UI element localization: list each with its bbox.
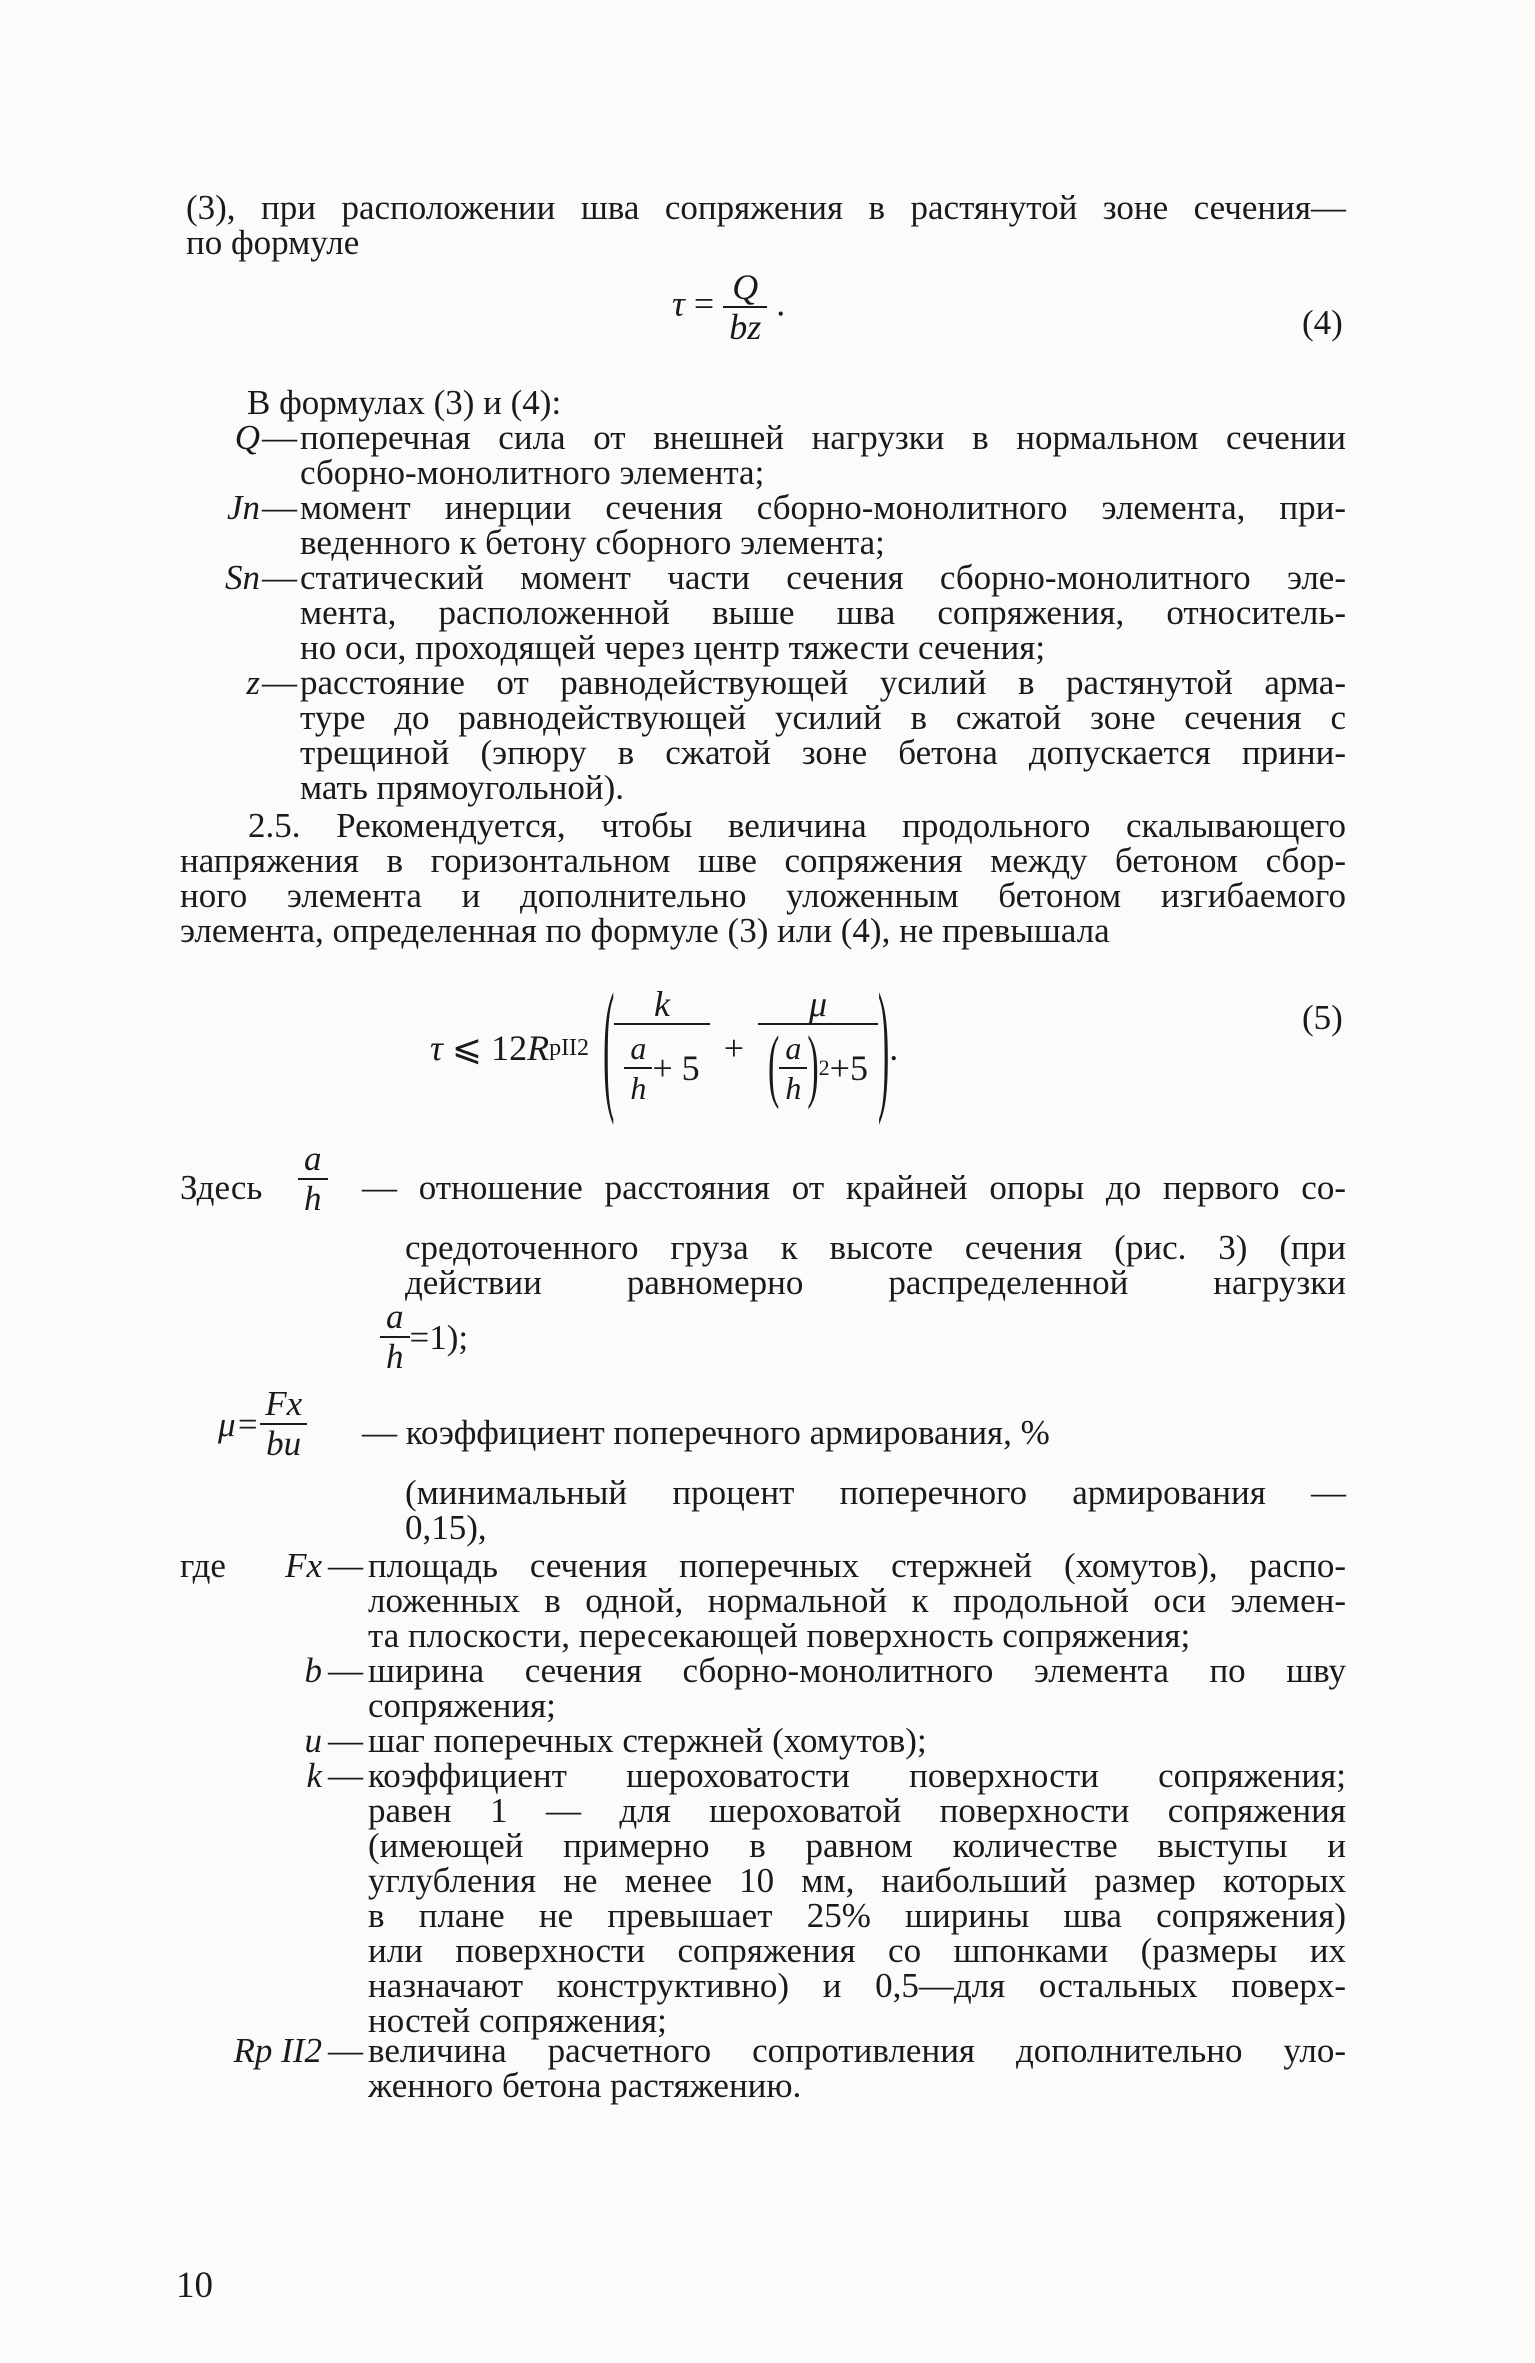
- where-text-line: (имеющей примерно в равном количестве выступы и: [368, 1826, 1346, 1865]
- bu-den: bu: [260, 1423, 307, 1463]
- where-dash: —: [328, 1546, 363, 1585]
- where-dash: —: [328, 1756, 363, 1795]
- where-symbol: Fх: [285, 1546, 322, 1585]
- def-dash: —: [262, 663, 297, 702]
- where-symbol: u: [304, 1721, 322, 1760]
- here-label: Здесь: [180, 1168, 263, 1207]
- para-2-5-line-2: напряжения в горизонтальном шве сопряжения между бетоном сбор-: [180, 841, 1346, 880]
- def-symbol: z: [246, 663, 260, 702]
- where-symbol: Rр II2: [233, 2031, 322, 2070]
- def-symbol: Sп: [225, 558, 260, 597]
- k-numerator: k: [654, 984, 671, 1024]
- where-text-line: ширина сечения сборно-монолитного элемента по шву: [368, 1651, 1346, 1690]
- def-text-line: статический момент части сечения сборно-монолитного эле-: [300, 558, 1346, 597]
- where-dash: —: [328, 2031, 363, 2070]
- fx-num: Fх: [265, 1384, 303, 1423]
- here-eq: [380, 1298, 468, 1376]
- def-text-line: расстояние от равнодействующей усилий в растянутой арма-: [300, 663, 1346, 702]
- where-text-line: назначают конструктивно) и 0,5—для остальных поверх-: [368, 1966, 1346, 2005]
- inner-right-paren: ): [807, 1022, 819, 1112]
- where-text-line: углубления не менее 10 мм, наибольший размер которых: [368, 1861, 1346, 1900]
- inner-left-paren: (: [768, 1022, 780, 1112]
- mu-formula: [218, 1385, 308, 1463]
- where-text-line: сопряжения;: [368, 1686, 556, 1725]
- tau-symbol: τ: [672, 283, 685, 324]
- def-symbol: Q: [234, 418, 260, 457]
- coefficient: 12: [491, 1027, 528, 1068]
- equals-sign: =: [693, 283, 715, 324]
- where-text-line: в плане не превышает 25% ширины шва сопряжения): [368, 1896, 1346, 1935]
- where-text-line: ложенных в одной, нормальной к продольной оси элемен-: [368, 1581, 1346, 1620]
- a-num: a: [386, 1297, 404, 1336]
- where-text-line: та плоскости, пересекающей поверхность сопряжения;: [368, 1616, 1191, 1655]
- fraction-mu: [758, 985, 878, 1111]
- def-text-line: момент инерции сечения сборно-монолитного элемента, при-: [300, 488, 1346, 527]
- def-text-line: мать прямоугольной).: [300, 768, 625, 807]
- where-label: где: [180, 1546, 226, 1585]
- plus-five: + 5: [652, 1048, 700, 1088]
- mu-line-1: — коэффициент поперечного армирования, %: [362, 1413, 1050, 1452]
- formula-4: [672, 268, 785, 346]
- mu-numerator: μ: [808, 984, 828, 1024]
- where-text-line: площадь сечения поперечных стержней (хомутов), распо-: [368, 1546, 1346, 1585]
- a-num: a: [630, 1030, 647, 1066]
- mu-denominator: [758, 1023, 878, 1111]
- r-subscript: рII2: [549, 1034, 590, 1061]
- defs-header: В формулах (3) и (4):: [247, 383, 562, 422]
- period: .: [889, 1027, 899, 1068]
- para-2-5-line-3: ного элемента и дополнительно уложенным бетоном изгибаемого: [180, 876, 1346, 915]
- intro-line-2: по формуле: [186, 223, 360, 262]
- here-line-2: средоточенного груза к высоте сечения (рис. 3) (при: [405, 1228, 1346, 1267]
- def-symbol: Jп: [226, 488, 260, 527]
- intro-line-1: (3), при расположении шва сопряжения в растянутой зоне сечения—: [186, 188, 1346, 227]
- where-text-line: равен 1 — для шероховатой поверхности сопряжения: [368, 1791, 1346, 1830]
- where-text-line: женного бетона растяжению.: [368, 2066, 802, 2105]
- h-den: h: [298, 1178, 328, 1218]
- tau-symbol: τ: [430, 1027, 443, 1068]
- plus-sign: +: [723, 1027, 744, 1068]
- here-line-3: действии равномерно распределенной нагрузки: [405, 1263, 1346, 1302]
- def-dash: —: [262, 418, 297, 457]
- fraction-k: [614, 985, 709, 1111]
- def-text-line: туре до равнодействующей усилий в сжатой зоне сечения с: [300, 698, 1346, 737]
- k-denominator: [614, 1023, 709, 1111]
- le-sign: ⩽: [451, 1027, 483, 1068]
- here-line-1: — отношение расстояния от крайней опоры до первого со-: [362, 1168, 1346, 1207]
- formula-5-number: (5): [1302, 998, 1343, 1037]
- formula-5: [430, 968, 898, 1128]
- def-text-line: мента, расположенной выше шва сопряжения, относитель-: [300, 593, 1346, 632]
- where-text-line: величина расчетного сопротивления дополнительно уло-: [368, 2031, 1346, 2070]
- h-den: h: [624, 1067, 652, 1107]
- a-num: a: [785, 1030, 802, 1066]
- formula-4-number: (4): [1302, 303, 1343, 342]
- denominator: bz: [723, 306, 767, 346]
- square: 2: [818, 1055, 830, 1080]
- fraction-q-bz: [723, 268, 767, 346]
- def-text-line: но оси, проходящей через центр тяжести сечения;: [300, 628, 1046, 667]
- mu-line-3: 0,15),: [405, 1508, 487, 1547]
- def-dash: —: [262, 558, 297, 597]
- h-den: h: [779, 1067, 807, 1107]
- a-num: a: [304, 1139, 322, 1178]
- left-paren: (: [603, 968, 615, 1128]
- page-number: 10: [176, 2265, 213, 2306]
- where-text-line: коэффициент шероховатости поверхности сопряжения;: [368, 1756, 1346, 1795]
- def-text-line: трещиной (эпюру в сжатой зоне бетона допускается прини-: [300, 733, 1346, 772]
- para-2-5-line-4: элемента, определенная по формуле (3) или (4), не превышала: [180, 911, 1110, 950]
- def-text-line: сборно-монолитного элемента;: [300, 453, 765, 492]
- where-dash: —: [328, 1721, 363, 1760]
- where-dash: —: [328, 1651, 363, 1690]
- h-den: h: [380, 1336, 410, 1376]
- where-symbol: b: [304, 1651, 322, 1690]
- eq-one: =1);: [409, 1317, 469, 1357]
- where-text-line: или поверхности сопряжения со шпонками (размеры их: [368, 1931, 1346, 1970]
- mu-symbol: μ=: [218, 1404, 260, 1444]
- numerator: Q: [732, 267, 759, 307]
- r-symbol: R: [527, 1027, 550, 1068]
- def-text-line: поперечная сила от внешней нагрузки в нормальном сечении: [300, 418, 1346, 457]
- mu-line-2: (минимальный процент поперечного армирования —: [405, 1473, 1346, 1512]
- where-text-line: ностей сопряжения;: [368, 2001, 667, 2040]
- a-over-h: [624, 1029, 652, 1107]
- where-text-line: шаг поперечных стержней (хомутов);: [368, 1721, 927, 1760]
- right-paren: ): [877, 968, 890, 1128]
- para-2-5-line-1: 2.5. Рекомендуется, чтобы величина продольного скалывающего: [248, 806, 1346, 845]
- def-dash: —: [262, 488, 297, 527]
- period: .: [776, 283, 786, 324]
- def-text-line: веденного к бетону сборного элемента;: [300, 523, 885, 562]
- where-symbol: k: [306, 1756, 322, 1795]
- here-a-over-h: [298, 1140, 328, 1218]
- a-over-h-2: [779, 1029, 807, 1107]
- plus-five-b: +5: [829, 1048, 868, 1088]
